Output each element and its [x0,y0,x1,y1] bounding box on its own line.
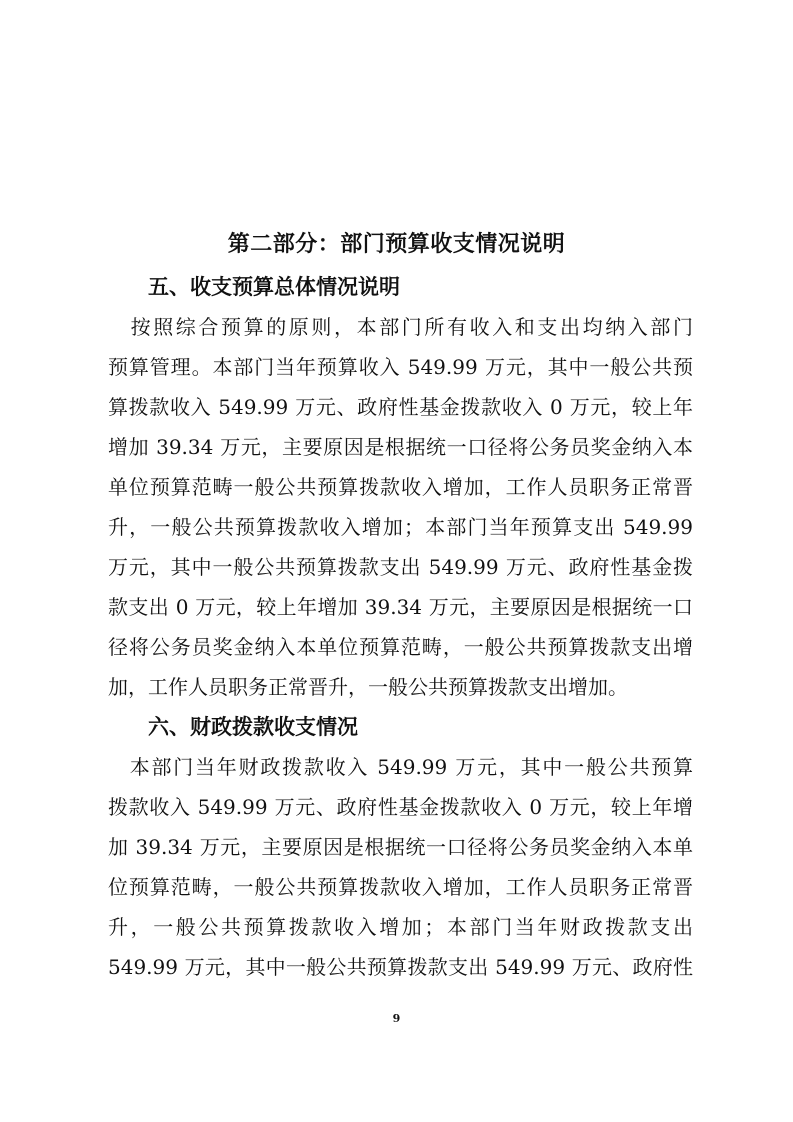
paragraph-line: 本部门当年财政拨款收入 549.99 万元，其中一般公共预算 [108,755,693,779]
paragraph-line: 加，工作人员职务正常晋升，一般公共预算拨款支出增加。 [108,675,628,699]
paragraph-line: 预算管理。本部门当年预算收入 549.99 万元，其中一般公共预 [108,355,693,379]
paragraph-line: 按照综合预算的原则，本部门所有收入和支出均纳入部门 [108,315,693,339]
paragraph-line: 加 39.34 万元，主要原因是根据统一口径将公务员奖金纳入本单 [108,835,693,859]
part-title: 第二部分：部门预算收支情况说明 [227,232,566,257]
section-heading-6: 六、财政拨款收支情况 [148,715,358,739]
paragraph-line: 升，一般公共预算拨款收入增加；本部门当年财政拨款支出 [108,915,693,939]
paragraph-line: 拨款收入 549.99 万元、政府性基金拨款收入 0 万元，较上年增 [108,795,693,819]
section-heading-5: 五、收支预算总体情况说明 [148,275,400,299]
paragraph-line: 位预算范畴，一般公共预算拨款收入增加，工作人员职务正常晋 [108,875,693,899]
paragraph-line: 万元，其中一般公共预算拨款支出 549.99 万元、政府性基金拨 [108,555,693,579]
paragraph-line: 增加 39.34 万元，主要原因是根据统一口径将公务员奖金纳入本 [108,435,693,459]
paragraph-line: 549.99 万元，其中一般公共预算拨款支出 549.99 万元、政府性 [108,955,693,979]
paragraph-line: 单位预算范畴一般公共预算拨款收入增加，工作人员职务正常晋 [108,475,693,499]
paragraph-line: 升，一般公共预算拨款收入增加；本部门当年预算支出 549.99 [108,515,693,539]
paragraph-line: 款支出 0 万元，较上年增加 39.34 万元，主要原因是根据统一口 [108,595,693,619]
paragraph-line: 算拨款收入 549.99 万元、政府性基金拨款收入 0 万元，较上年 [108,395,693,419]
paragraph-line: 径将公务员奖金纳入本单位预算范畴，一般公共预算拨款支出增 [108,635,693,659]
page-number: 9 [392,1012,401,1025]
